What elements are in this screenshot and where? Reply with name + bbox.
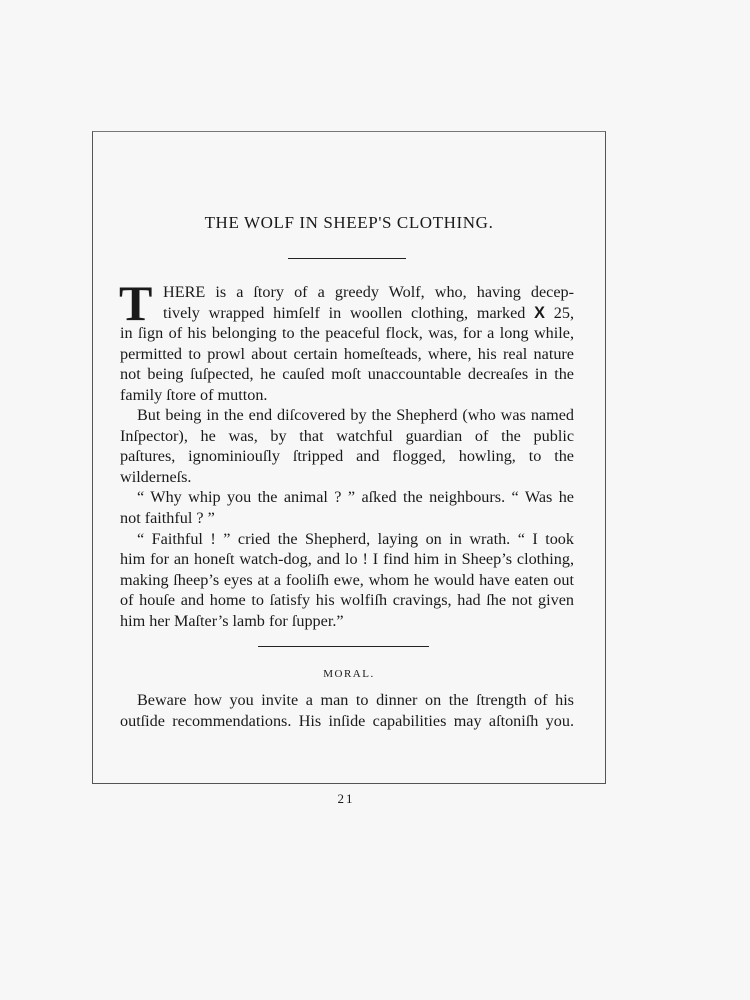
text-line: him her Maſter’s lamb for ſupper.” (120, 612, 344, 630)
text-line: Inſpector), he was, by that watchful guardian of the public (120, 427, 574, 445)
text-line: paſtures, ignominiouſly ſtripped and flogged, howling, to the (120, 447, 574, 465)
page-number: 21 (337, 791, 355, 806)
text-line: “ Why whip you the animal ? ” aſked the neighbours. “ Was he (137, 488, 574, 506)
text-line: in ſign of his belonging to the peaceful flock, was, for a long while, (120, 324, 574, 342)
text-line: not being ſuſpected, he cauſed moſt unaccountable decreaſes in the (120, 365, 574, 383)
text-line: But being in the end diſcovered by the Shepherd (who was named (137, 406, 574, 424)
text-line (163, 303, 574, 323)
title-rule (288, 258, 406, 259)
mark-x: X (534, 304, 545, 322)
drop-cap: T (119, 275, 153, 331)
moral-line: Beware how you invite a man to dinner on the ſtrength of his (137, 691, 574, 709)
text-line: making ſheep’s eyes at a fooliſh ewe, whom he would have eaten out (120, 571, 574, 589)
mark-number: 25, (553, 304, 574, 322)
fable-title: THE WOLF IN SHEEP'S CLOTHING. (204, 213, 494, 232)
text-line: “ Faithful ! ” cried the Shepherd, laying on in wrath. “ I took (137, 530, 574, 548)
text-line: HERE is a ſtory of a greedy Wolf, who, having decep- (163, 283, 574, 301)
text-line: him for an honeſt watch-dog, and lo ! I find him in Sheep’s clothing, (120, 550, 574, 568)
text-line: not faithful ? ” (120, 509, 215, 527)
line-text: tively wrapped himſelf in woollen clothing, marked (163, 304, 535, 322)
text-line: family ſtore of mutton. (120, 386, 268, 404)
section-rule (258, 646, 429, 647)
text-line: wilderneſs. (120, 468, 192, 486)
moral-line: outſide recommendations. His inſide capabilities may aſtoniſh you. (120, 712, 574, 730)
moral-heading: MORAL. (323, 668, 375, 680)
text-line: of houſe and home to ſatisfy his wolfiſh cravings, had ſhe not given (120, 591, 574, 609)
text-line: permitted to prowl about certain homeſteads, where, his real nature (120, 345, 574, 363)
